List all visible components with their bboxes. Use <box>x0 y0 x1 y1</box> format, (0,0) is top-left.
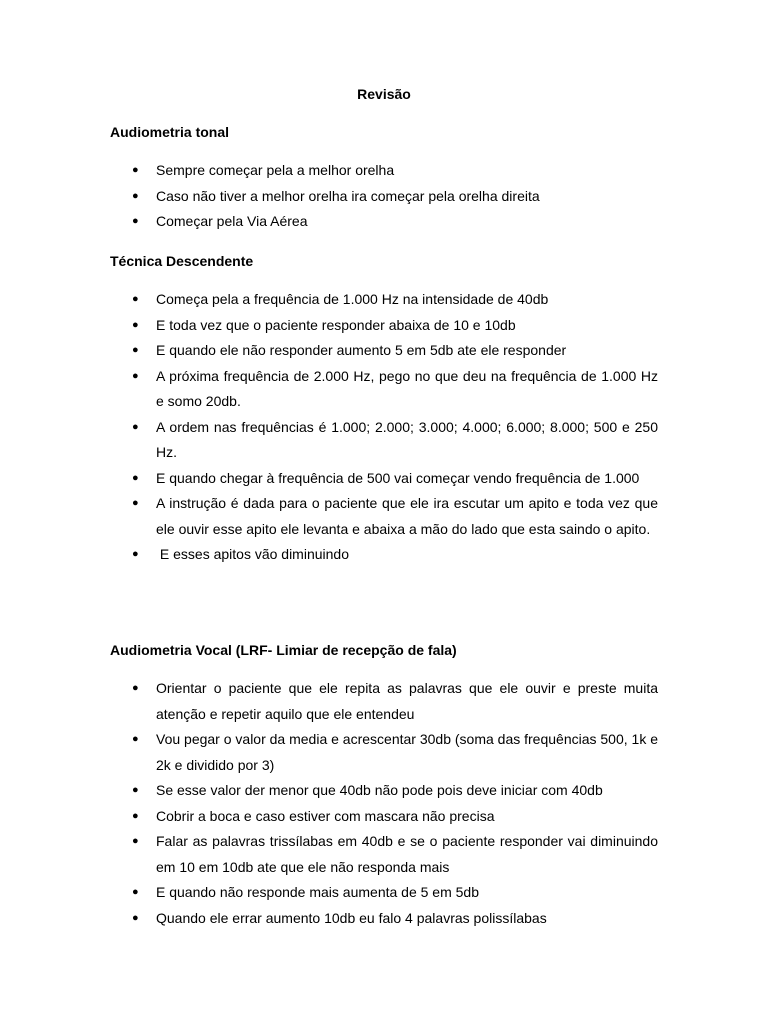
list-item <box>132 287 658 313</box>
list-item-text: E toda vez que o paciente responder abaixa de 10 e 10db <box>156 316 516 333</box>
bullet-icon: ● <box>132 809 139 822</box>
bullet-icon: ● <box>132 548 139 560</box>
bullet-icon: ● <box>132 189 139 202</box>
bullet-icon: ● <box>132 835 139 847</box>
list-item-text: A próxima frequência de 2.000 Hz, pego no que deu na frequência de 1.000 Hz e somo 20db. <box>156 367 658 409</box>
list-item <box>132 364 658 415</box>
bullet-icon: ● <box>132 886 139 898</box>
bullet-icon: ● <box>132 682 139 694</box>
list-item-text: E quando ele não responder aumento 5 em 5db ate ele responder <box>156 342 567 358</box>
list-item <box>132 158 658 184</box>
list-item-text: E quando chegar à frequência de 500 vai começar vendo frequência de 1.000 <box>156 469 640 486</box>
list-item-text: Orientar o paciente que ele repita as palavras que ele ouvir e preste muita atenção e repetir aquilo que ele entendeu <box>156 680 658 722</box>
list-item-text: A ordem nas frequências é 1.000; 2.000; 3.000; 4.000; 6.000; 8.000; 500 e 250 Hz. <box>156 418 658 460</box>
bullet-icon: ● <box>132 293 139 305</box>
bullet-icon: ● <box>132 784 139 796</box>
list-item-text: Quando ele errar aumento 10db eu falo 4 palavras polissílabas <box>156 909 547 926</box>
bullet-icon: ● <box>132 164 139 176</box>
bullet-icon: ● <box>132 911 139 924</box>
bullet-list-audiometria-tonal <box>132 158 658 235</box>
section-heading-audiometria-tonal: Audiometria tonal <box>110 124 230 140</box>
bullet-icon: ● <box>132 318 139 331</box>
list-item-text: A instrução é dada para o paciente que ele ira escutar um apito e toda vez que ele ouvir esse apito ele levanta e abaixa a mão do lado que esta saindo o apito. <box>156 495 658 537</box>
list-item <box>132 466 658 492</box>
list-item-text: Vou pegar o valor da media e acrescentar 30db (soma das frequências 500, 1k e 2k e dividido por 3) <box>156 731 658 773</box>
list-item-text: Cobrir a boca e caso estiver com mascara não precisa <box>156 807 495 824</box>
list-item-text: Sempre começar pela a melhor orelha <box>156 162 395 178</box>
list-item <box>132 727 658 778</box>
bullet-icon: ● <box>132 471 139 484</box>
list-item <box>132 491 658 542</box>
list-item-text: Começa pela a frequência de 1.000 Hz na intensidade de 40db <box>156 291 549 307</box>
bullet-list-audiometria-vocal <box>132 676 658 931</box>
bullet-icon: ● <box>132 369 139 382</box>
list-item-text: Começar pela Via Aérea <box>156 213 308 229</box>
bullet-icon: ● <box>132 733 139 745</box>
bullet-list-tecnica-descendente <box>132 287 658 568</box>
list-item <box>132 338 658 364</box>
list-item <box>132 313 658 339</box>
list-item <box>132 542 658 568</box>
list-item <box>132 676 658 727</box>
list-item <box>132 209 658 235</box>
list-item-text: E esses apitos vão diminuindo <box>156 546 349 562</box>
list-item <box>132 880 658 906</box>
list-item <box>132 829 658 880</box>
list-item-text: Falar as palavras trissílabas em 40db e se o paciente responder vai diminuindo em 10 em 10db ate que ele não responda mais <box>156 833 658 875</box>
section-heading-audiometria-vocal: Audiometria Vocal (LRF- Limiar de recepção de fala) <box>110 642 457 658</box>
list-item <box>132 415 658 466</box>
bullet-icon: ● <box>132 420 139 433</box>
bullet-icon: ● <box>132 344 139 356</box>
list-item-text: Se esse valor der menor que 40db não pode pois deve iniciar com 40db <box>156 782 603 798</box>
list-item <box>132 906 658 932</box>
page-title: Revisão <box>357 86 411 102</box>
list-item-text: E quando não responde mais aumenta de 5 em 5db <box>156 884 480 900</box>
list-item <box>132 184 658 210</box>
bullet-icon: ● <box>132 497 139 509</box>
list-item-text: Caso não tiver a melhor orelha ira começar pela orelha direita <box>156 187 540 204</box>
list-item <box>132 778 658 804</box>
bullet-icon: ● <box>132 215 139 227</box>
list-item <box>132 804 658 830</box>
section-heading-tecnica-descendente: Técnica Descendente <box>110 253 254 269</box>
